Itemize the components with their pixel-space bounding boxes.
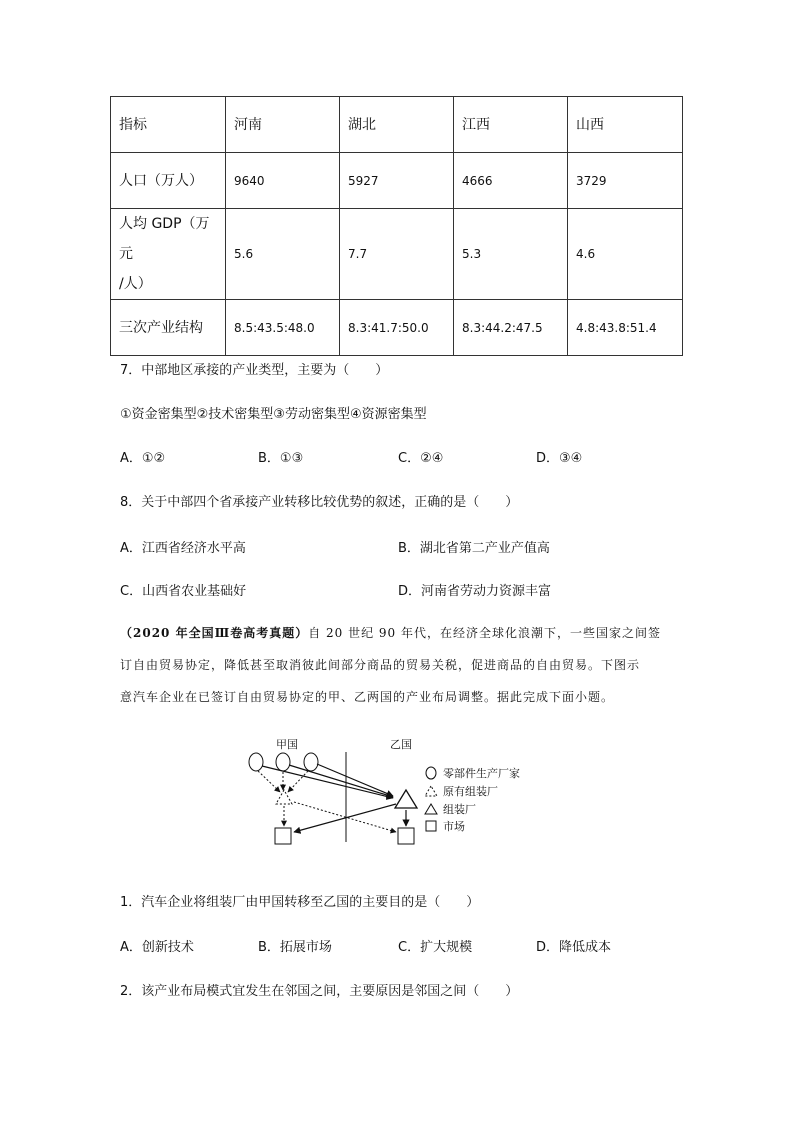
question-7-choices: ①资金密集型②技术密集型③劳动密集型④资源密集型: [120, 407, 427, 422]
legend-market-label: 市场: [443, 820, 465, 833]
table-cell: 7.7: [340, 209, 454, 300]
parts-factory-marker: [249, 753, 263, 771]
legend-old-assembly-symbol: [425, 786, 437, 796]
table-header-cell: 江西: [454, 97, 568, 153]
country-a-label: 甲国: [276, 738, 298, 751]
question-1-option-d[interactable]: D．降低成本: [536, 940, 612, 955]
table-cell: 4.6: [568, 209, 683, 300]
question-7-option-a[interactable]: A．①②: [120, 451, 166, 466]
table-cell: 5.3: [454, 209, 568, 300]
table-cell: 5.6: [226, 209, 340, 300]
table-header-cell: 山西: [568, 97, 683, 153]
table-row: [111, 209, 683, 300]
row-label-line: /人）: [119, 276, 152, 292]
row-label: 人口（万人）: [111, 153, 226, 209]
passage-source: （2020 年全国Ⅲ卷高考真题）: [120, 626, 309, 640]
table-cell: 8.3:44.2:47.5: [454, 300, 568, 356]
question-2-stem: 2．该产业布局模式宜发生在邻国之间，主要原因是邻国之间（ ）: [120, 984, 519, 999]
table-header-cell: 河南: [226, 97, 340, 153]
product-flow-arrow: [294, 804, 396, 832]
parts-flow-arrow: [262, 766, 393, 798]
table-row: [111, 153, 683, 209]
legend-assembly-symbol: [425, 804, 437, 814]
passage-line-1: [120, 624, 661, 641]
legend-parts-factory-label: 零部件生产厂家: [443, 767, 520, 780]
parts-flow-arrow: [317, 764, 393, 796]
table-cell: 9640: [226, 153, 340, 209]
table-row: [111, 300, 683, 356]
old-flow-arrow: [258, 771, 280, 792]
question-1-option-b[interactable]: B．拓展市场: [258, 940, 332, 955]
industry-layout-diagram: [240, 732, 560, 852]
question-7-option-c[interactable]: C．②④: [398, 451, 444, 466]
legend-old-assembly-label: 原有组装厂: [443, 785, 498, 798]
legend-market-symbol: [426, 821, 436, 831]
row-label: [111, 209, 226, 300]
row-label-line: 人均 GDP（万元: [119, 216, 210, 262]
table-cell: 4.8:43.8:51.4: [568, 300, 683, 356]
country-b-label: 乙国: [390, 738, 412, 751]
question-7-stem: 7．中部地区承接的产业类型，主要为（ ）: [120, 363, 389, 378]
market-marker: [275, 828, 291, 844]
question-8-option-c[interactable]: C．山西省农业基础好: [120, 584, 247, 599]
question-7-option-b[interactable]: B．①③: [258, 451, 304, 466]
passage-line-2: 订自由贸易协定，降低甚至取消彼此间部分商品的贸易关税，促进商品的自由贸易。下图示: [120, 658, 641, 672]
parts-factory-marker: [304, 753, 318, 771]
question-7-option-d[interactable]: D．③④: [536, 451, 583, 466]
question-8-option-d[interactable]: D．河南省劳动力资源丰富: [398, 584, 552, 599]
parts-flow-arrow: [289, 765, 393, 797]
old-assembly-plant-marker: [276, 790, 292, 804]
table-cell: 3729: [568, 153, 683, 209]
question-1-option-a[interactable]: A．创新技术: [120, 940, 194, 955]
table-header-row: [111, 97, 683, 153]
assembly-plant-marker: [395, 790, 417, 808]
row-label: 三次产业结构: [111, 300, 226, 356]
table-cell: 8.3:41.7:50.0: [340, 300, 454, 356]
legend-parts-factory-symbol: [426, 767, 436, 779]
question-1-stem: 1．汽车企业将组装厂由甲国转移至乙国的主要目的是（ ）: [120, 895, 480, 910]
table-header-cell: 指标: [111, 97, 226, 153]
table-cell: 5927: [340, 153, 454, 209]
province-data-table: [110, 96, 683, 356]
passage-line-3: 意汽车企业在已签订自由贸易协定的甲、乙两国的产业布局调整。据此完成下面小题。: [120, 690, 615, 704]
question-1-option-c[interactable]: C．扩大规模: [398, 940, 473, 955]
table-header-cell: 湖北: [340, 97, 454, 153]
question-8-stem: 8．关于中部四个省承接产业转移比较优势的叙述，正确的是（ ）: [120, 495, 519, 510]
question-8-option-b[interactable]: B．湖北省第二产业产值高: [398, 541, 550, 556]
table-cell: 8.5:43.5:48.0: [226, 300, 340, 356]
market-marker: [398, 828, 414, 844]
passage-text: 自 20 世纪 90 年代，在经济全球化浪潮下，一些国家之间签: [308, 626, 662, 640]
question-8-option-a[interactable]: A．江西省经济水平高: [120, 541, 246, 556]
legend-assembly-label: 组装厂: [443, 803, 476, 816]
old-flow-arrow: [288, 771, 308, 792]
parts-factory-marker: [276, 753, 290, 771]
table-cell: 4666: [454, 153, 568, 209]
